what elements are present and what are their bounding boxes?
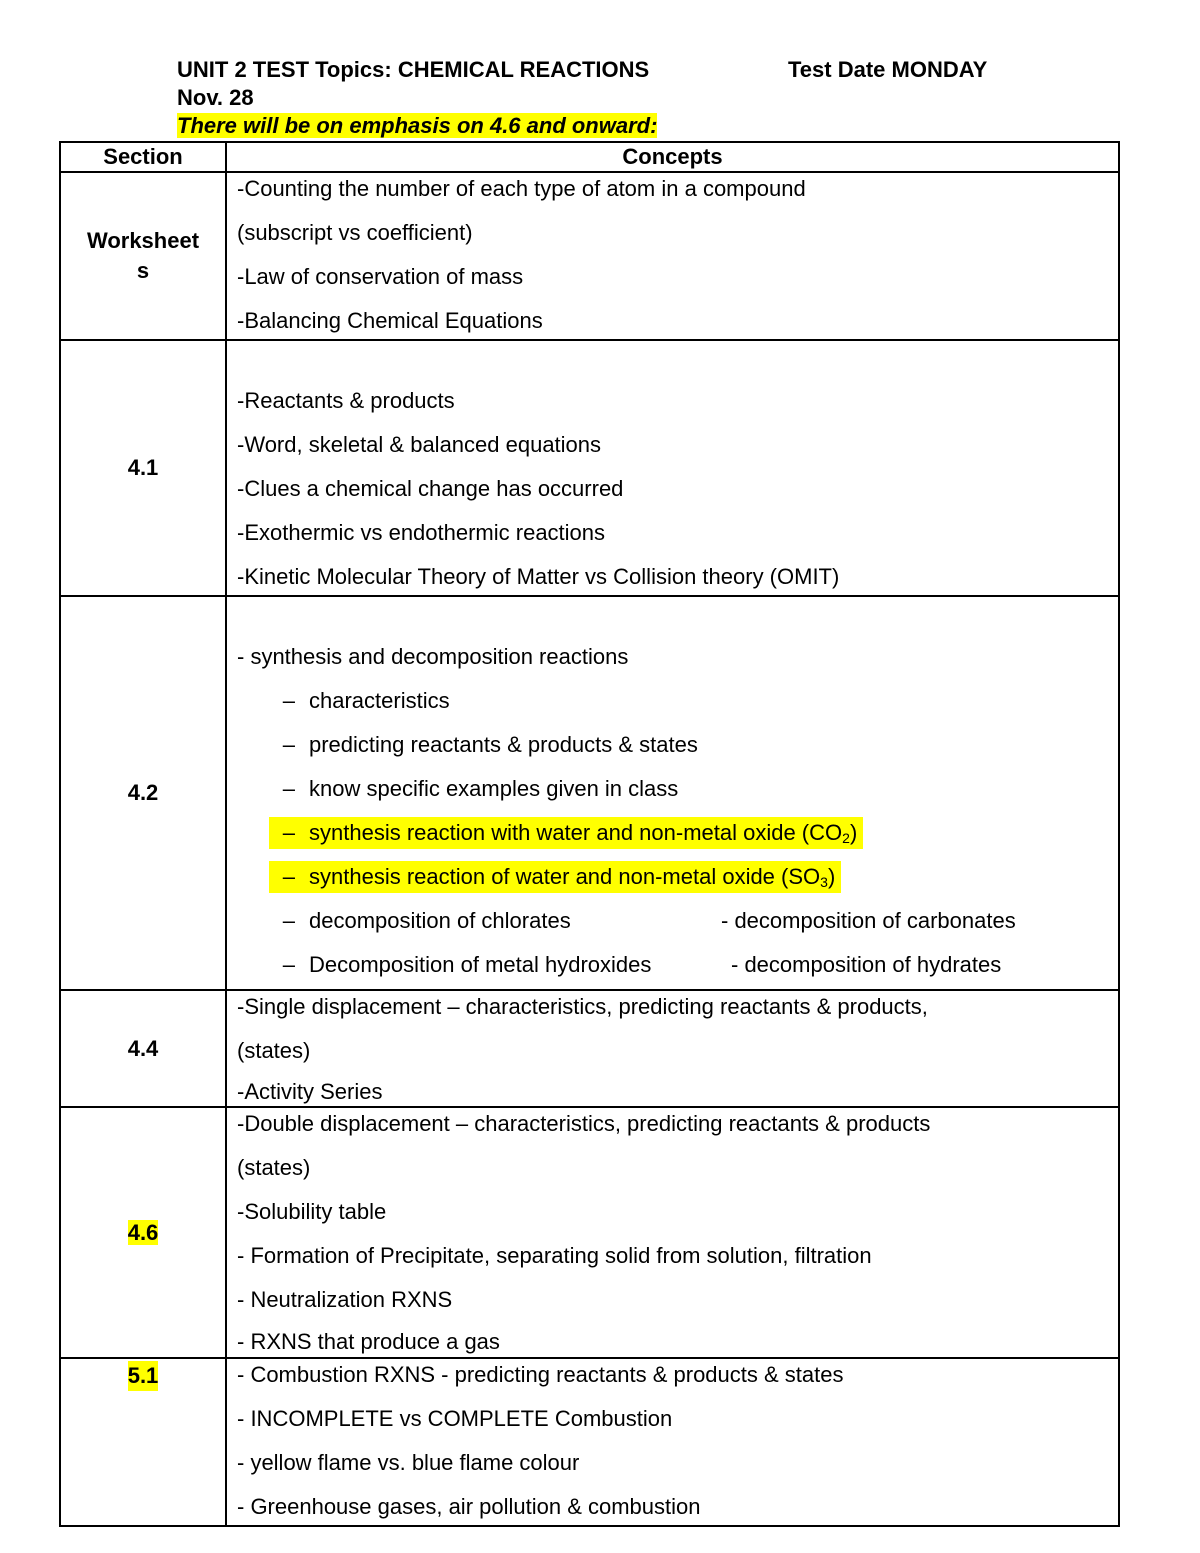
test-date: Nov. 28: [177, 85, 254, 110]
concept-line: -Exothermic vs endothermic reactions: [237, 520, 606, 545]
page-header: [177, 56, 1077, 140]
concepts-column-header: Concepts: [226, 142, 1119, 172]
concept-line: -Kinetic Molecular Theory of Matter vs Collision theory (OMIT): [237, 564, 840, 589]
section-cell-4-4: [60, 990, 226, 1107]
bullet-text: predicting reactants & products & states: [309, 732, 698, 757]
bullet-text-right: - decomposition of carbonates: [721, 908, 1016, 933]
section-label: 4.4: [127, 1035, 159, 1061]
bullet-text-right: - decomposition of hydrates: [731, 952, 1002, 977]
dash-bullet: –: [282, 952, 295, 977]
concept-line: -Counting the number of each type of atom in a compound: [237, 176, 806, 201]
concept-line: - yellow flame vs. blue flame colour: [237, 1450, 580, 1475]
concept-line: - Greenhouse gases, air pollution & combustion: [237, 1494, 701, 1519]
section-cell-4-2: [60, 596, 226, 990]
bullet-text: decomposition of chlorates: [309, 908, 571, 933]
bullet-item: [237, 905, 1118, 949]
table-row: [60, 596, 1119, 990]
concept-line: -Law of conservation of mass: [237, 264, 524, 289]
concepts-cell-5-1: [226, 1358, 1119, 1526]
emphasis-text: There will be on emphasis on 4.6 and onward:: [177, 113, 658, 138]
concept-line: -Activity Series: [237, 1079, 383, 1104]
subscript: 2: [842, 830, 850, 846]
spacer: [237, 341, 1118, 385]
section-label: 4.6: [127, 1219, 159, 1245]
bullet-item: [237, 729, 1118, 773]
section-label: 5.1: [128, 1361, 159, 1391]
table-row: [60, 1358, 1119, 1526]
bullet-text: Decomposition of metal hydroxides: [309, 952, 652, 977]
section-cell-4-6: [60, 1107, 226, 1358]
highlighted-bullet-item: [237, 861, 1118, 905]
dash-bullet: –: [282, 732, 295, 757]
spacer: [237, 597, 1118, 641]
concepts-cell-4-4: [226, 990, 1119, 1107]
concept-line: - Combustion RXNS - predicting reactants & products & states: [237, 1362, 844, 1387]
concept-line: - RXNS that produce a gas: [237, 1329, 500, 1354]
highlight-span: [269, 817, 863, 849]
section-label: Worksheet: [86, 228, 200, 253]
concept-line: -Balancing Chemical Equations: [237, 308, 543, 333]
title-row: [177, 56, 1077, 84]
concept-line: -Reactants & products: [237, 388, 455, 413]
bullet-text: synthesis reaction with water and non-metal oxide (CO: [309, 820, 843, 845]
concepts-cell-4-6: [226, 1107, 1119, 1358]
concepts-cell-4-2: [226, 596, 1119, 990]
dash-bullet: –: [282, 908, 295, 933]
dash-bullet: –: [282, 688, 295, 713]
bullet-text: know specific examples given in class: [309, 776, 679, 801]
subscript: 3: [820, 874, 828, 890]
table-row: [60, 990, 1119, 1107]
table-header-row: [60, 142, 1119, 172]
emphasis-note: [177, 112, 1077, 140]
dash-bullet: –: [282, 864, 295, 889]
section-cell-worksheets: [60, 172, 226, 340]
concept-line: -Clues a chemical change has occurred: [237, 476, 624, 501]
section-cell-4-1: [60, 340, 226, 596]
concepts-cell-4-1: [226, 340, 1119, 596]
bullet-item: [237, 685, 1118, 729]
bullet-text-end: ): [849, 820, 858, 845]
test-title: UNIT 2 TEST Topics: CHEMICAL REACTIONS: [177, 57, 650, 82]
section-label: 4.1: [127, 455, 159, 480]
concept-line: -Solubility table: [237, 1199, 387, 1224]
concept-line: -Word, skeletal & balanced equations: [237, 432, 602, 457]
dash-bullet: –: [282, 820, 295, 845]
concept-line: - INCOMPLETE vs COMPLETE Combustion: [237, 1406, 673, 1431]
bullet-item: [237, 949, 1118, 989]
bullet-text-end: ): [827, 864, 836, 889]
highlight-span: [269, 861, 841, 893]
concept-line: (states): [237, 1155, 311, 1180]
section-label-cont: s: [136, 258, 150, 283]
bullet-text: synthesis reaction of water and non-metal oxide (SO: [309, 864, 821, 889]
bullet-item: [237, 773, 1118, 817]
section-column-header: Section: [60, 142, 226, 172]
concept-line: (subscript vs coefficient): [237, 220, 473, 245]
concept-line: -Single displacement – characteristics, predicting reactants & products,: [237, 994, 928, 1019]
section-label: 4.2: [127, 780, 159, 805]
dash-bullet: –: [282, 776, 295, 801]
table-row: [60, 1107, 1119, 1358]
test-date-label: Test Date MONDAY: [788, 57, 988, 82]
concept-line: - Neutralization RXNS: [237, 1287, 453, 1312]
topics-table: [59, 141, 1120, 1527]
concept-line: - Formation of Precipitate, separating solid from solution, filtration: [237, 1243, 872, 1268]
section-cell-5-1: [60, 1358, 226, 1526]
concept-line: - synthesis and decomposition reactions: [237, 644, 629, 669]
bullet-text: characteristics: [309, 688, 450, 713]
concepts-cell-worksheets: [226, 172, 1119, 340]
table-row: [60, 172, 1119, 340]
highlighted-bullet-item: [237, 817, 1118, 861]
concept-line: -Double displacement – characteristics, predicting reactants & products: [237, 1111, 931, 1136]
concept-line: (states): [237, 1038, 311, 1063]
table-row: [60, 340, 1119, 596]
